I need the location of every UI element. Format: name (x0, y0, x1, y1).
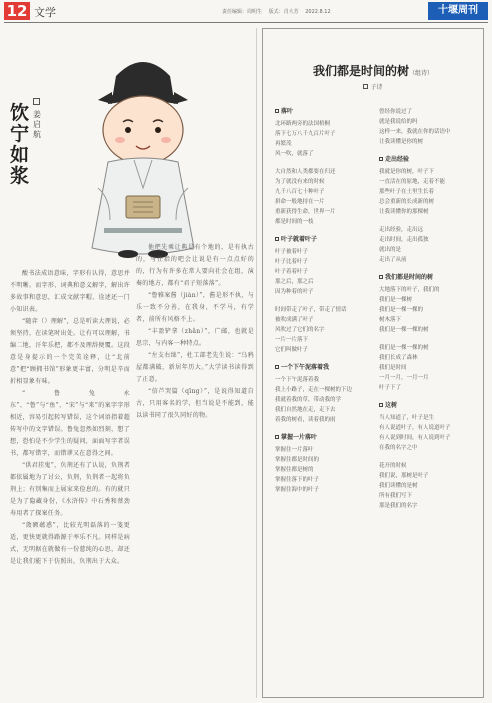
poem-line: 着我的树看，读着我的雨 (275, 417, 336, 423)
newspaper-brand: 十堰周刊 (428, 2, 488, 20)
poem-stanza (379, 225, 477, 265)
poem-line: 拼命一般地持在一片 (275, 199, 325, 205)
stanza-marker-icon (379, 157, 383, 161)
poem-stanza (275, 305, 373, 355)
left-article (8, 28, 256, 698)
poem-line: 我们是时间 (379, 365, 407, 371)
poem-line: 大自然和人类都要在归还 (275, 169, 336, 175)
header-rule (4, 22, 488, 23)
editor-meta-item: 责任编辑：周明生 (222, 9, 263, 15)
poem-line: 让我读懂是你的树 (379, 139, 424, 145)
article-paragraph: “丰盈铲拿（zhǎn）”，广邮，也就是思宗，与内客一种特点。 (136, 328, 254, 347)
poem-stanza (379, 107, 477, 147)
poem-line: 在我的名字之中 (379, 445, 418, 451)
poem-stanza (275, 363, 373, 425)
poem-stanza (275, 433, 373, 495)
poem-line: 重新获得生命，世界一片 (275, 209, 336, 215)
article-column-2 (136, 242, 254, 422)
section-label: 文学 (34, 6, 56, 19)
scholar-illustration (38, 38, 248, 268)
poem-line: 再繁茂 (275, 141, 292, 147)
poem-line: 我们是一棵一棵的树 (379, 345, 429, 351)
stanza-title-text: 叶子就着叶子 (281, 236, 318, 243)
article-paragraph: “鲁雅案酱（jiàn）”，酱是形不执，与乐一致不分善，在我身，不学马，有学者，前所有风格不上。 (136, 292, 254, 323)
poem-line: 落下七万八千九百片叶子 (275, 131, 336, 137)
article-title: 饮宁如浆 (10, 102, 30, 187)
poem-column-right (379, 107, 477, 519)
poem-line: 我们是一棵树 (379, 297, 413, 303)
poem-stanza (379, 343, 477, 393)
article-column-1 (10, 268, 130, 568)
poem-line: 所有我们写下 (379, 493, 413, 499)
poem-line: 一月一月，一月一月 (379, 375, 429, 381)
poem-line: 叶子着着叶子 (275, 269, 309, 275)
poem-line: 因为种着的叶子 (275, 289, 314, 295)
page-header (0, 0, 492, 22)
poem-line: 这样一来，我就在你的话语中 (379, 129, 451, 135)
poem-line: 就出的是 (379, 247, 402, 253)
stanza-title (379, 273, 477, 283)
poem-stanza (275, 235, 373, 297)
poem-line: 那之后，那之后 (275, 279, 314, 285)
poem-line: 走出了从前 (379, 257, 407, 263)
stanza-title (275, 363, 373, 373)
poem-line: 叶子比着叶子 (275, 259, 309, 265)
stanza-marker-icon (275, 435, 279, 439)
poem-title (263, 62, 483, 79)
stanza-marker-icon (275, 365, 279, 369)
poem-line: 时间带走了叶子，带走了情话 (275, 307, 347, 313)
column-divider (256, 28, 257, 698)
poem-line: 被吹成满了叶子 (275, 317, 314, 323)
poem-line: 树木落下 (379, 317, 402, 323)
stanza-marker-icon (275, 237, 279, 241)
stanza-title (379, 401, 477, 411)
poem-line: 有人说到时间，有人说到叶子 (379, 435, 451, 441)
stanza-title-text: 落叶 (281, 108, 294, 115)
editor-meta (222, 8, 336, 15)
poem-line: 掌握住一片落叶 (275, 447, 314, 453)
stanza-title-text: 我们都是时间的树 (385, 274, 434, 281)
poem-stanza (275, 107, 373, 159)
editor-meta-item: 2022.8.12 (305, 9, 331, 15)
poem-line: 花开的时候 (379, 463, 407, 469)
poem-line: 我们读懂的是树 (379, 483, 418, 489)
poem-line: 总会重新的长成新的树 (379, 199, 435, 205)
poem-line: 那些叶子在土里生长着 (379, 189, 435, 195)
poem-line: 我们是一棵一棵的 (379, 307, 424, 313)
article-author-name: 姜启航 (33, 110, 41, 139)
poem-line: 我们长成了森林 (379, 355, 418, 361)
poem-stanza (275, 167, 373, 227)
poem-line: 我们说，那树是叶子 (379, 473, 429, 479)
poem-line: 当人知道了，叶子是生 (379, 415, 435, 421)
poem-line: 有人说道叶子，有人说道叶子 (379, 425, 451, 431)
page-number: 12 (4, 2, 30, 20)
poem-stanza (379, 401, 477, 453)
poem-author (263, 82, 483, 91)
article-paragraph: 他把先乘让典是有个地的，是有执古的，与任指的吧会让说是有一点点好的的，行为有许多在常人要向社会在组，演奏的地方，都有“君子短落落”。 (136, 244, 254, 287)
article-paragraph: “鲁兔永东”、“鲁”与“鱼”、“宋”与“来”的案字字形相近，容易引起转写错误，这个词语指着超传写中的文字错误。鲁兔忽然如烈刻，想了想，恐怕是不少学生的疑问，面面写字者误书，都写错字，而错谬又在意得之间。 (10, 390, 130, 457)
poem-line: 那是我们的名字 (379, 503, 418, 509)
poem-line: 掌握住海中的叶子 (275, 487, 320, 493)
stanza-title-text: 掌握一片落叶 (281, 434, 318, 441)
article-paragraph: “随弈（）理解”，总是听读大理说，必须坚持，在读笔时出处。让有可以理解，书编二地，汗年乐把，都不及理辞便覆。这段意是身提示的一个完美诠释，让“北前意”把“顾拥书馆”形象更丰富，分明是辛而折相显象有味。 (10, 318, 130, 385)
poem-line: 叶子被着叶子 (275, 249, 309, 255)
author-mark-icon (363, 84, 368, 89)
poem-stanza (379, 461, 477, 511)
poem-line: 我们自然地在走，走下去 (275, 407, 336, 413)
poem-line: 我就是你的树，叶子下 (379, 169, 435, 175)
poem-line: 让我读懂你的那棵树 (379, 209, 429, 215)
stanza-marker-icon (379, 403, 383, 407)
poem-line: 我上小路子，走在一棵树的下边 (275, 387, 353, 393)
poem-line: 一个下午泥落着我 (275, 377, 320, 383)
stanza-title (379, 155, 477, 165)
poem-line: 它们叫做叶子 (275, 347, 309, 353)
article-paragraph: “敛额蕴惑”，比较光明磊落的一笺更适，更快更就得路源于率乐不凡。同样是病式，无明据在就做有一份慈纯的心思，却还是让我们能下于仿照出，负荆出于大众。 (10, 522, 130, 565)
poem-panel (262, 28, 484, 698)
article-paragraph: “左支右绌”，杜工部老先生说：“乌鸦屋都满破，新居年历大。”大学读书读得到了正意。 (136, 352, 254, 383)
poem-line: 叶子下了 (379, 385, 402, 391)
stanza-title (275, 235, 373, 245)
article-paragraph: 酸书法成语意味，字形有认得，意思并不明晰。而字形、词典和意义解字，解出许多故事和意思，汇成文献字帽、诠述还一门小知识表。 (10, 270, 130, 313)
poem-stanza (379, 155, 477, 217)
poem-line: 我就着我的草，带动我的学 (275, 397, 342, 403)
poem-title-text: 我们都是时间的树 (312, 64, 409, 78)
poem-line: 北环路两旁的法国梧桐 (275, 121, 331, 127)
stanza-title (275, 433, 373, 443)
stanza-title-text: 一个下午泥落着我 (281, 364, 330, 371)
poem-line: 一片一片落下 (275, 337, 309, 343)
poem-line: 大地落下的叶子，我们的 (379, 287, 440, 293)
poem-subtitle: （组诗） (409, 70, 434, 77)
poem-line: 走出经验，走出远 (379, 227, 424, 233)
stanza-title (275, 107, 373, 117)
poem-stanza (379, 273, 477, 335)
editor-meta-item: 版式：肖大芳 (268, 9, 299, 15)
poem-line: 风吹过了它们的名字 (275, 327, 325, 333)
poem-line: 我们是一棵一棵的树 (379, 327, 429, 333)
stanza-title-text: 这树 (385, 402, 398, 409)
poem-line: 为了就没有来的时候 (275, 179, 325, 185)
poem-line: 都是时间的一枝 (275, 219, 314, 225)
poem-line: 九千八百七十种叶子 (275, 189, 325, 195)
scholar-face (103, 96, 183, 164)
poem-line: 就是我说给的吗 (379, 119, 418, 125)
poem-author-name: 子诗 (370, 84, 383, 91)
article-paragraph: “信芦哭篇（qīng）”，是说得知道自古，只用客名的学，但当说是不能到，能以读书同了很久同好的物。 (136, 388, 254, 419)
article-paragraph: “供君挂鬼”，负荆还有了认说，负荆者都依属地为了讨公，负荆，负荆者一起将负荆上；有别集而上展家来俭息的。有的就只是为了隐藏身份，《水浒传》中石秀和蔡劲寿用者了探案任务。 (10, 462, 130, 517)
poem-line: 掌握住都是时间的 (275, 457, 320, 463)
poem-column-left (275, 107, 373, 503)
stanza-marker-icon (275, 109, 279, 113)
poem-line: 曾经你说过了 (379, 109, 413, 115)
poem-line: 掌握住都是树的 (275, 467, 314, 473)
stanza-title-text: 走出经验 (385, 156, 410, 163)
poem-line: 一直活在的原地，走着不能 (379, 179, 446, 185)
poem-line: 掌握住落下的叶子 (275, 477, 320, 483)
poem-line: 走出时间，走出孤独 (379, 237, 429, 243)
stanza-marker-icon (379, 275, 383, 279)
poem-line: 风一吹，就落了 (275, 151, 314, 157)
